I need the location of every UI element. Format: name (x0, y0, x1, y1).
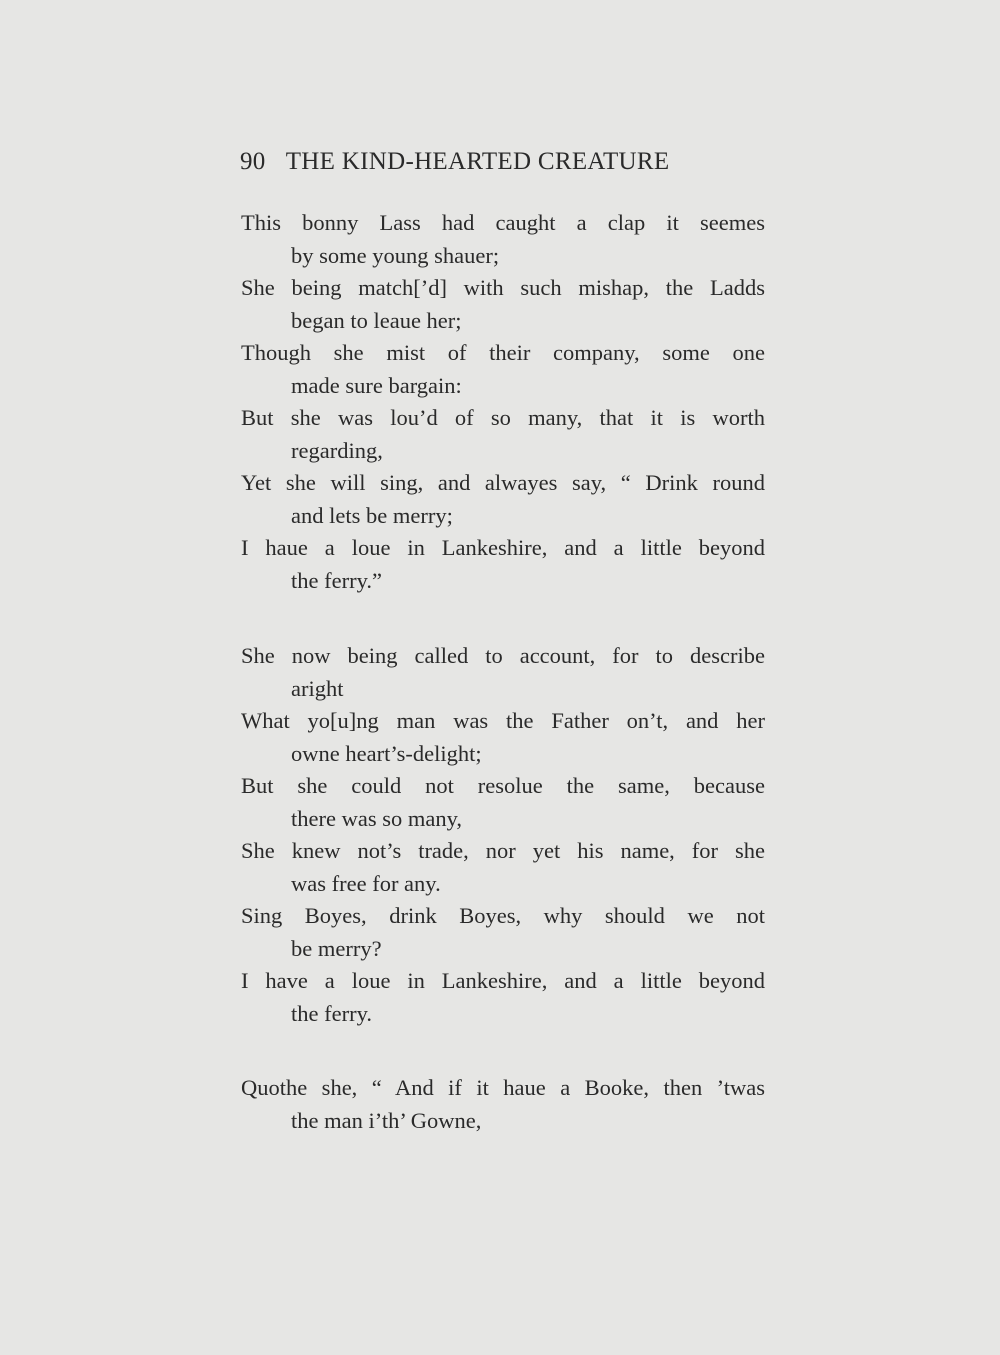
verse-line-continuation: the man i’th’ Gowne, (291, 1107, 482, 1133)
stanza-1 (241, 207, 765, 597)
verse-line-continuation: the ferry. (291, 1000, 372, 1026)
verse-line (241, 402, 765, 467)
verse-line (241, 965, 765, 1030)
verse-line-continuation: began to leaue her; (291, 307, 462, 333)
verse-line (241, 467, 765, 532)
verse-line-continuation: by some young shauer; (291, 242, 500, 268)
verse-line-text: But she was lou’d of so many, that it is worth (241, 405, 765, 430)
verse-line-continuation: owne heart’s-delight; (291, 740, 482, 766)
verse-line (241, 835, 765, 900)
stanza-2 (241, 640, 765, 1030)
page-number: 90 (240, 148, 266, 175)
verse-line-continuation: aright (291, 675, 344, 701)
verse-line (241, 770, 765, 835)
verse-line-text: I have a loue in Lankeshire, and a little beyond (241, 968, 765, 993)
verse-line-text: She knew not’s trade, nor yet his name, for she (241, 838, 765, 863)
verse-line (241, 900, 765, 965)
verse-line-text: This bonny Lass had caught a clap it seemes (241, 210, 765, 235)
verse-line-continuation: there was so many, (291, 805, 462, 831)
verse-line (241, 272, 765, 337)
verse-line-text: Yet she will sing, and alwayes say, “ Drink round (241, 470, 765, 495)
verse-line-continuation: was free for any. (291, 870, 441, 896)
verse-line-text: I haue a loue in Lankeshire, and a little beyond (241, 535, 765, 560)
running-header (240, 148, 760, 176)
verse-line-continuation: made sure bargain: (291, 372, 462, 398)
verse-line (241, 705, 765, 770)
running-title: THE KIND-HEARTED CREATURE (285, 148, 670, 175)
verse-line-text: She now being called to account, for to describe (241, 643, 765, 668)
verse-line (241, 640, 765, 705)
verse-line-text: But she could not resolue the same, because (241, 773, 765, 798)
verse-line-text: Quothe she, “ And if it haue a Booke, then ’twas (241, 1075, 765, 1100)
verse-line (241, 1072, 765, 1137)
verse-line-continuation: regarding, (291, 437, 383, 463)
verse-line-text: She being match[’d] with such mishap, the Ladds (241, 275, 765, 300)
verse-line-continuation: be merry? (291, 935, 382, 961)
verse-line-text: Though she mist of their company, some one (241, 340, 765, 365)
stanza-3 (241, 1072, 765, 1137)
verse-line-continuation: and lets be merry; (291, 502, 453, 528)
verse-line (241, 207, 765, 272)
verse-line-continuation: the ferry.” (291, 567, 382, 593)
verse-line (241, 532, 765, 597)
verse-line-text: What yo[u]ng man was the Father on’t, and her (241, 708, 765, 733)
verse-line (241, 337, 765, 402)
verse-line-text: Sing Boyes, drink Boyes, why should we not (241, 903, 765, 928)
